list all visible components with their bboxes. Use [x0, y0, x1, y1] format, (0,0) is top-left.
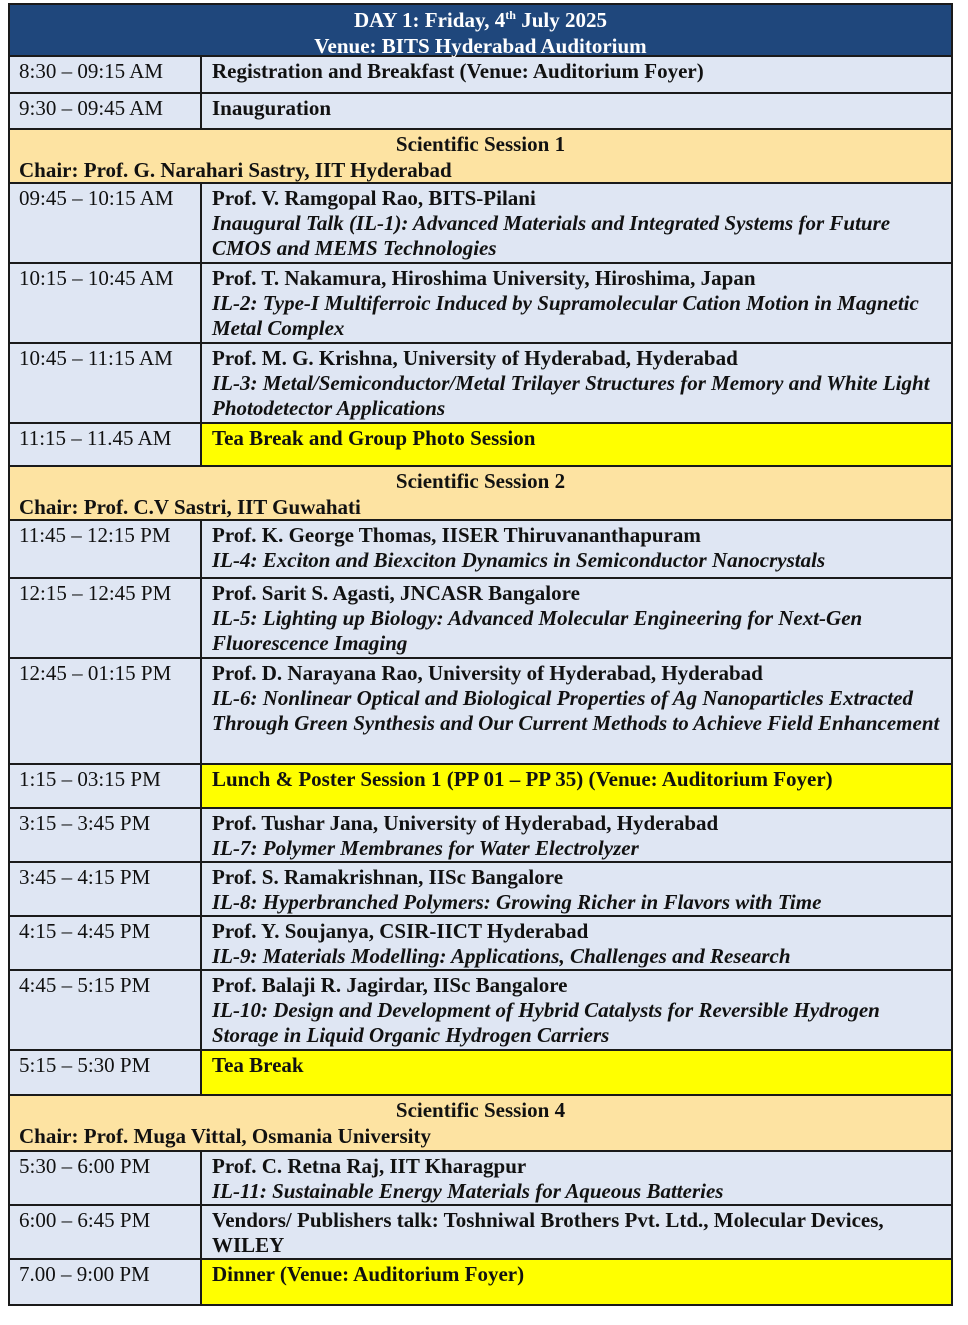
session-title: Scientific Session 1 — [395, 132, 566, 156]
event-cell — [202, 579, 951, 657]
talk-title: IL-11: Sustainable Energy Materials for Aqueous Batteries — [212, 1179, 724, 1203]
event-cell: Lunch & Poster Session 1 (PP 01 – PP 35) (Venue: Auditorium Foyer) — [202, 765, 951, 807]
session-header — [8, 1096, 953, 1152]
session-title: Scientific Session 2 — [395, 469, 566, 493]
talk-title: IL-8: Hyperbranched Polymers: Growing Richer in Flavors with Time — [212, 890, 822, 914]
speaker: Prof. Sarit S. Agasti, JNCASR Bangalore — [212, 581, 580, 605]
schedule-row — [8, 264, 953, 344]
time-cell: 10:15 – 10:45 AM — [10, 264, 202, 342]
speaker: Prof. Y. Soujanya, CSIR-IICT Hyderabad — [212, 919, 589, 943]
time-cell: 3:15 – 3:45 PM — [10, 809, 202, 861]
time-cell: 11:45 – 12:15 PM — [10, 521, 202, 577]
schedule-row — [8, 1152, 953, 1206]
venue-title: Venue: BITS Hyderabad Auditorium — [314, 34, 647, 58]
speaker: Prof. Tushar Jana, University of Hyderabad, Hyderabad — [212, 811, 719, 835]
time-cell: 8:30 – 09:15 AM — [10, 57, 202, 92]
schedule-row — [8, 184, 953, 264]
time-cell: 6:00 – 6:45 PM — [10, 1206, 202, 1258]
event-cell: Vendors/ Publishers talk: Toshniwal Brothers Pvt. Ltd., Molecular Devices, WILEY — [212, 1208, 884, 1257]
schedule-row — [8, 1206, 953, 1260]
session-chair: Chair: Prof. G. Narahari Sastry, IIT Hyderabad — [19, 158, 452, 182]
event-cell — [202, 344, 951, 422]
schedule-row — [8, 863, 953, 917]
event-cell — [202, 863, 951, 915]
schedule-row — [8, 94, 953, 130]
schedule-row — [8, 809, 953, 863]
schedule-table — [8, 3, 953, 1306]
talk-title: IL-4: Exciton and Biexciton Dynamics in Semiconductor Nanocrystals — [212, 548, 826, 572]
event-cell — [202, 809, 951, 861]
session-chair: Chair: Prof. Muga Vittal, Osmania University — [19, 1124, 432, 1148]
session-chair: Chair: Prof. C.V Sastri, IIT Guwahati — [19, 495, 361, 519]
talk-title: IL-7: Polymer Membranes for Water Electrolyzer — [212, 836, 639, 860]
event-cell: Inauguration — [212, 96, 332, 120]
event-cell — [202, 659, 951, 763]
time-cell: 4:15 – 4:45 PM — [10, 917, 202, 969]
time-cell: 12:15 – 12:45 PM — [10, 579, 202, 657]
time-cell: 09:45 – 10:15 AM — [10, 184, 202, 262]
event-cell — [202, 1152, 951, 1204]
speaker: Prof. C. Retna Raj, IIT Kharagpur — [212, 1154, 527, 1178]
event-cell — [202, 264, 951, 342]
speaker: Prof. K. George Thomas, IISER Thiruvananthapuram — [212, 523, 701, 547]
talk-title: IL-3: Metal/Semiconductor/Metal Trilayer Structures for Memory and White Light Photodetector Applications — [212, 371, 930, 420]
talk-title: IL-10: Design and Development of Hybrid Catalysts for Reversible Hydrogen Storage in Liquid Organic Hydrogen Carriers — [212, 998, 880, 1047]
schedule-row — [8, 971, 953, 1051]
day-title: DAY 1: Friday, 4th July 2025 — [354, 8, 607, 32]
talk-title: IL-5: Lighting up Biology: Advanced Molecular Engineering for Next-Gen Fluorescence Imaging — [212, 606, 863, 655]
time-cell: 11:15 – 11.45 AM — [10, 424, 202, 465]
session-header — [8, 130, 953, 184]
event-cell — [202, 521, 951, 577]
break-row — [8, 765, 953, 809]
session-title: Scientific Session 4 — [395, 1098, 566, 1122]
speaker: Prof. T. Nakamura, Hiroshima University, Hiroshima, Japan — [212, 266, 756, 290]
time-cell: 10:45 – 11:15 AM — [10, 344, 202, 422]
time-cell: 1:15 – 03:15 PM — [10, 765, 202, 807]
time-cell: 3:45 – 4:15 PM — [10, 863, 202, 915]
schedule-row — [8, 521, 953, 579]
talk-title: IL-9: Materials Modelling: Applications, Challenges and Research — [212, 944, 791, 968]
event-cell: Dinner (Venue: Auditorium Foyer) — [202, 1260, 951, 1304]
schedule-row — [8, 659, 953, 765]
schedule-row — [8, 344, 953, 424]
speaker: Prof. V. Ramgopal Rao, BITS-Pilani — [212, 186, 536, 210]
time-cell: 4:45 – 5:15 PM — [10, 971, 202, 1049]
day-header — [8, 3, 953, 57]
break-row — [8, 424, 953, 467]
speaker: Prof. D. Narayana Rao, University of Hyderabad, Hyderabad — [212, 661, 763, 685]
speaker: Prof. M. G. Krishna, University of Hyderabad, Hyderabad — [212, 346, 738, 370]
talk-title: Inaugural Talk (IL-1): Advanced Materials and Integrated Systems for Future CMOS and MEMS Technologies — [212, 211, 891, 260]
time-cell: 5:30 – 6:00 PM — [10, 1152, 202, 1204]
break-row — [8, 1260, 953, 1306]
talk-title: IL-6: Nonlinear Optical and Biological Properties of Ag Nanoparticles Extracted Through Green Synthesis and Our Current Methods to Achieve Field Enhancement — [212, 686, 940, 735]
time-cell: 7.00 – 9:00 PM — [10, 1260, 202, 1304]
event-cell: Tea Break and Group Photo Session — [202, 424, 951, 465]
event-cell — [202, 971, 951, 1049]
event-cell — [202, 184, 951, 262]
break-row — [8, 1051, 953, 1096]
event-cell: Registration and Breakfast (Venue: Auditorium Foyer) — [212, 59, 704, 83]
time-cell: 9:30 – 09:45 AM — [10, 94, 202, 128]
schedule-row — [8, 917, 953, 971]
schedule-row — [8, 57, 953, 94]
talk-title: IL-2: Type-I Multiferroic Induced by Supramolecular Cation Motion in Magnetic Metal Complex — [212, 291, 919, 340]
time-cell: 12:45 – 01:15 PM — [10, 659, 202, 763]
time-cell: 5:15 – 5:30 PM — [10, 1051, 202, 1094]
event-cell — [202, 917, 951, 969]
event-cell: Tea Break — [202, 1051, 951, 1094]
schedule-row — [8, 579, 953, 659]
speaker: Prof. S. Ramakrishnan, IISc Bangalore — [212, 865, 564, 889]
session-header — [8, 467, 953, 521]
speaker: Prof. Balaji R. Jagirdar, IISc Bangalore — [212, 973, 568, 997]
